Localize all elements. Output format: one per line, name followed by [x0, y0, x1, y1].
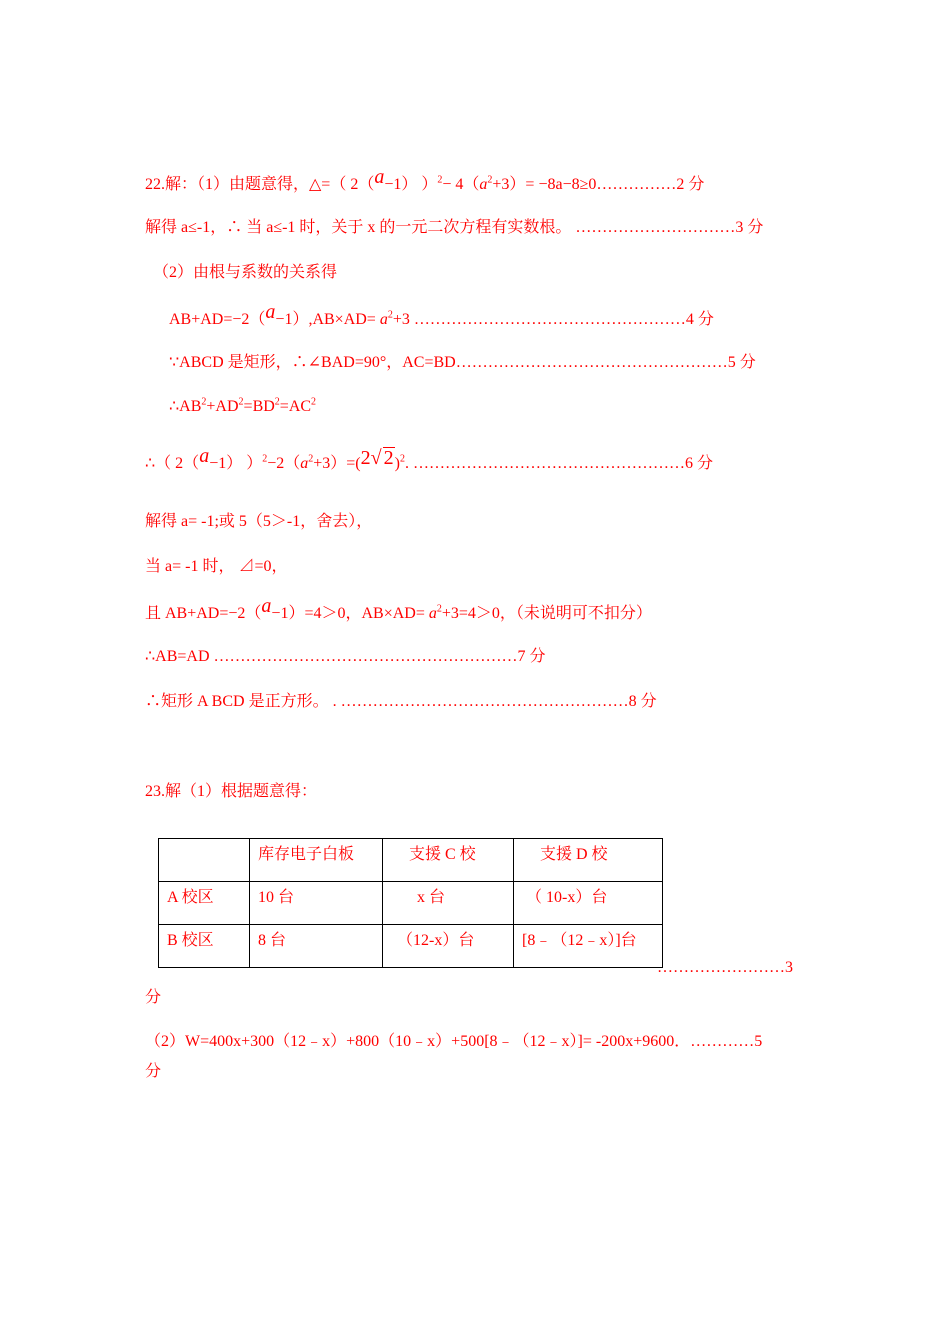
table-cell [159, 839, 250, 882]
var-a: a [374, 166, 385, 188]
q22-line-10: 且 AB+AD=−2（a−1）=4＞0，$AB\times AD= a^2+3=4>0$，（未说明可不扣分） [145, 595, 652, 622]
q22-line-5: ∵ABCD 是矩形，∴∠BAD=90°，AC=BD……………………………………………5 分 [169, 354, 756, 371]
q22-line-2: 解得 a≤-1，∴ 当 a≤-1 时，关于 x 的一元二次方程有实数根。 …………………………3 分 [145, 219, 764, 236]
q23-dots-score-3: ……………………3 [657, 959, 793, 976]
sqrt-expression: 2 √ 2 [360, 447, 394, 469]
table-cell: B 校区 [159, 925, 250, 968]
q22-line-11: ∴AB=AD …………………………………………………7 分 [145, 648, 546, 665]
table-cell: （12-x）台 [383, 925, 514, 968]
table-cell: 8 台 [250, 925, 383, 968]
q22-line-9: 当 a= -1 时， ⊿=0， [145, 558, 288, 575]
table-cell: （ 10-x）台 [514, 882, 663, 925]
q22-line-4: $AB+AD=-2(a-1),AB\times AD= a^2+3$ ……………………………………………4 分 [169, 301, 714, 328]
table-header-row [159, 839, 663, 882]
table-row [159, 925, 663, 968]
table-row [159, 882, 663, 925]
q22-line-12: ∴矩形 A BCD 是正方形。 . ………………………………………………8 分 [145, 693, 657, 710]
q23-score-5-unit: 分 [145, 1063, 162, 1080]
radical-sign: √ [370, 447, 382, 469]
table-cell: 支援 C 校 [383, 839, 514, 882]
table-cell: [8﹣（12﹣x）]台 [514, 925, 663, 968]
table-cell: A 校区 [159, 882, 250, 925]
q22-line-7: ∴（ 2（a−1） ）$^2-2(a^2+3)=$( 2 √ 2 )$^2$. ……………………………………………6 分 [145, 445, 713, 472]
q22-line-3: （2）由根与系数的关系得 [153, 264, 338, 281]
allocation-table [158, 838, 663, 968]
table-cell: x 台 [383, 882, 514, 925]
q22-line-1: 22.解：（1）由题意得，△=（ 2（a−1） ）$^2- 4(a^2+3)=$ −8a−8≥0……………2 分 [145, 166, 705, 193]
q22-line-8: 解得 a= -1;或 5（5＞-1，舍去）， [145, 513, 373, 530]
q23-part-2: （2）W=400x+300（12﹣x）+800（10﹣x）+500[8﹣（12﹣x）]= -200x+9600．…………5 [145, 1033, 763, 1050]
q23-score-3-unit: 分 [145, 989, 162, 1006]
table-cell: 10 台 [250, 882, 383, 925]
table-cell: 支援 D 校 [514, 839, 663, 882]
q22-line-6: $\therefore AB^2+AD^2=BD^2=AC^2$ [169, 396, 317, 415]
q23-title: 23.解（1）根据题意得： [145, 783, 318, 800]
table-cell: 库存电子白板 [250, 839, 383, 882]
